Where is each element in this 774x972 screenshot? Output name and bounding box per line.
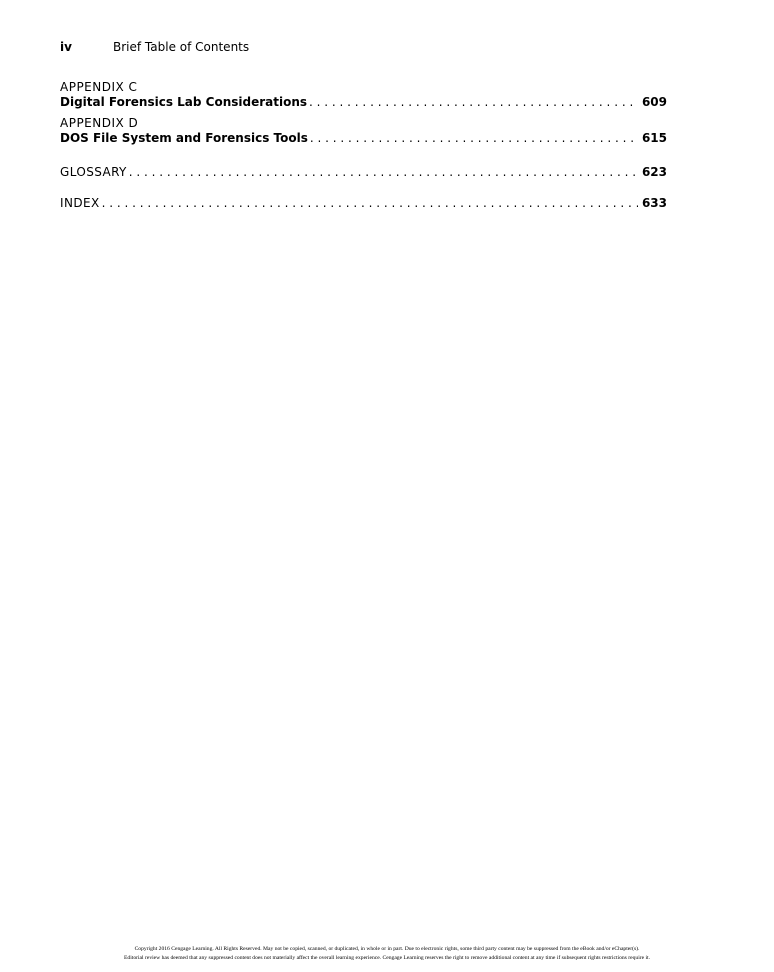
- running-header-title: Brief Table of Contents: [113, 40, 250, 54]
- dot-leader: [309, 94, 638, 110]
- page-number: iv: [60, 40, 72, 54]
- dot-leader: [129, 164, 638, 180]
- index-page: 633: [641, 196, 667, 210]
- toc-entry-appendix-c[interactable]: [60, 80, 667, 110]
- appendix-d-title: DOS File System and Forensics Tools: [60, 131, 308, 145]
- glossary-line: [60, 164, 667, 180]
- toc-entry-glossary[interactable]: [60, 164, 667, 180]
- appendix-c-label: APPENDIX C: [60, 80, 138, 94]
- dot-leader: [310, 130, 638, 146]
- appendix-c-title: Digital Forensics Lab Considerations: [60, 95, 308, 109]
- appendix-c-page: 609: [641, 95, 667, 109]
- copyright-footer: [0, 945, 774, 963]
- dot-leader: [102, 195, 638, 211]
- toc-entry-appendix-d[interactable]: [60, 116, 667, 146]
- appendix-d-line: [60, 130, 667, 146]
- glossary-page: 623: [641, 165, 667, 179]
- glossary-title: GLOSSARY: [60, 165, 127, 179]
- copyright-line-2: Editorial review has deemed that any suppressed content does not materially affect the overall learning experience. Cengage Learning reserves the right to remove additional content at any time if subsequent rights restrictions require it.: [124, 955, 650, 961]
- index-line: [60, 195, 667, 211]
- appendix-d-label: APPENDIX D: [60, 116, 139, 130]
- copyright-line-1: Copyright 2016 Cengage Learning. All Rights Reserved. May not be copied, scanned, or duplicated, in whole or in part. Due to electronic rights, some third party content may be suppressed from the eBook and/or eChapter(s).: [134, 946, 640, 952]
- appendix-c-line: [60, 94, 667, 110]
- running-header: [60, 40, 249, 54]
- appendix-d-page: 615: [641, 131, 667, 145]
- toc-entry-index[interactable]: [60, 195, 667, 211]
- index-title: INDEX: [60, 196, 100, 210]
